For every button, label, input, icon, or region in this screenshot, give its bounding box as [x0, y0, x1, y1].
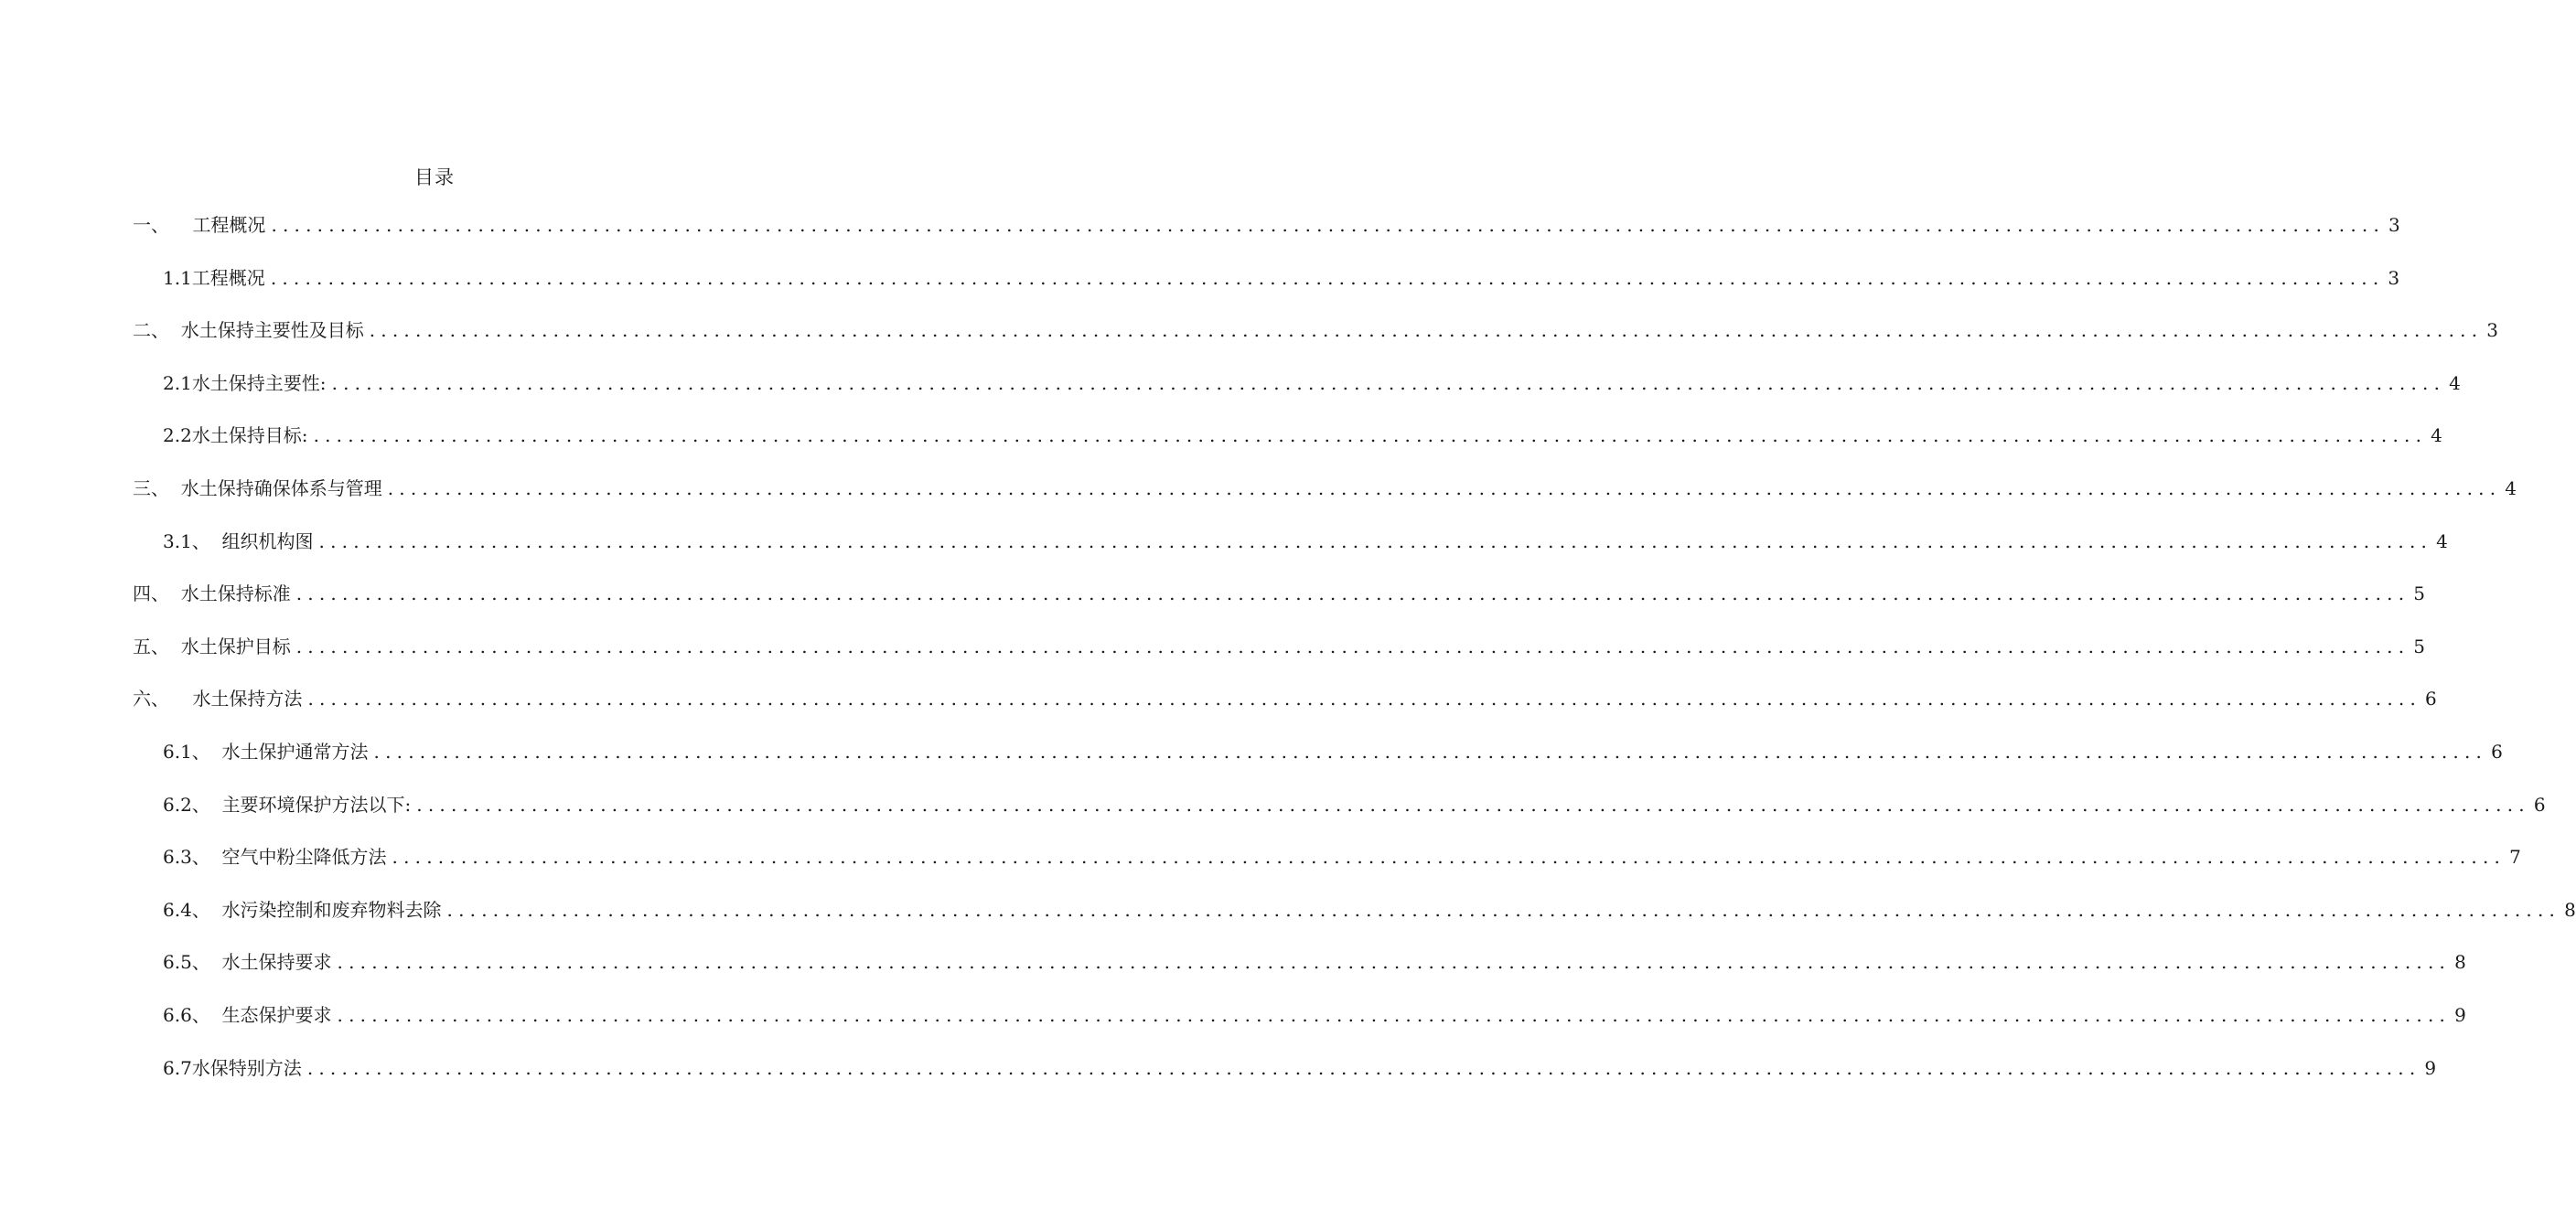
toc-entry-number: 二、	[133, 319, 181, 342]
toc-page-number: 4	[2436, 529, 2448, 552]
toc-page-number: 6	[2425, 688, 2437, 711]
toc-page-number: 4	[2505, 476, 2517, 499]
toc-leader-dots: ........................................................................................................................................................................................	[373, 740, 2488, 763]
toc-leader-dots: ........................................................................................................................................................................................	[270, 266, 2385, 289]
toc-entry-title: 水土保持主要性:	[191, 371, 327, 394]
toc-entry-title: 生态保护要求	[221, 1003, 332, 1026]
toc-entry-number: 五、	[133, 635, 181, 657]
toc-entry[interactable]	[0, 897, 2576, 950]
toc-page-number: 3	[2486, 319, 2499, 342]
toc-entry[interactable]	[0, 265, 2400, 318]
toc-entry-number: 一、	[133, 214, 193, 236]
toc-leader-dots: ........................................................................................................................................................................................	[331, 371, 2446, 394]
toc-entry-number: 6.4、	[163, 898, 222, 921]
toc-page-number: 3	[2388, 214, 2400, 236]
toc-entry[interactable]	[0, 212, 2400, 265]
toc-entry[interactable]	[0, 949, 2466, 1002]
toc-entry-number: 三、	[133, 476, 181, 499]
toc-entry[interactable]	[0, 476, 2517, 529]
toc-page-number: 3	[2388, 266, 2400, 289]
toc-entry[interactable]	[0, 634, 2426, 687]
toc-entry[interactable]	[0, 844, 2521, 897]
toc-entry-number: 6.2、	[163, 793, 222, 816]
toc-leader-dots: ........................................................................................................................................................................................	[318, 529, 2433, 552]
toc-leader-dots: ........................................................................................................................................................................................	[307, 688, 2422, 711]
toc-page-number: 6	[2491, 740, 2503, 763]
toc-leader-dots: ........................................................................................................................................................................................	[337, 951, 2452, 974]
toc-page-number: 8	[2454, 951, 2466, 974]
toc-entry-number: 6.3、	[163, 846, 222, 869]
toc-entry-number: 3.1、	[163, 529, 222, 552]
toc-leader-dots: ........................................................................................................................................................................................	[271, 214, 2386, 236]
toc-page-number: 9	[2454, 1003, 2466, 1026]
toc-entry-title: 水土保持标准	[180, 582, 291, 605]
toc-entry-number: 1.1	[163, 266, 192, 289]
toc-leader-dots: ........................................................................................................................................................................................	[313, 424, 2428, 447]
toc-page-number: 7	[2509, 846, 2521, 869]
toc-entry[interactable]	[0, 1055, 2437, 1108]
toc-entry[interactable]	[0, 739, 2503, 792]
toc-entry-title: 水土保护目标	[180, 635, 291, 657]
toc-leader-dots: ........................................................................................................................................................................................	[392, 846, 2506, 869]
toc-entry-number: 2.2	[163, 424, 192, 447]
toc-entry-title: 水污染控制和废弃物料去除	[221, 898, 442, 921]
toc-list	[0, 212, 2576, 1107]
toc-leader-dots: ........................................................................................................................................................................................	[446, 898, 2561, 921]
toc-entry-number: 6.1、	[163, 740, 222, 763]
toc-entry[interactable]	[0, 370, 2461, 423]
toc-entry[interactable]	[0, 581, 2426, 634]
toc-leader-dots: ........................................................................................................................................................................................	[295, 582, 2410, 605]
toc-entry-title: 水土保持目标:	[191, 424, 308, 447]
toc-entry-number: 六、	[133, 688, 193, 711]
toc-entry[interactable]	[0, 317, 2499, 370]
toc-entry[interactable]	[0, 1002, 2466, 1055]
toc-page-number: 6	[2533, 793, 2546, 816]
toc-entry-title: 水保特别方法	[191, 1056, 302, 1079]
toc-entry-title: 水土保持要求	[221, 951, 332, 974]
toc-entry-title: 主要环境保护方法以下:	[221, 793, 412, 816]
toc-entry-title: 工程概况	[191, 266, 265, 289]
toc-entry-title: 水土保持方法	[192, 688, 303, 711]
toc-page-number: 5	[2413, 582, 2426, 605]
toc-leader-dots: ........................................................................................................................................................................................	[337, 1003, 2452, 1026]
toc-entry-title: 工程概况	[192, 214, 266, 236]
toc-entry-title: 组织机构图	[221, 529, 314, 552]
toc-leader-dots: ........................................................................................................................................................................................	[416, 793, 2530, 816]
toc-entry-number: 6.6、	[163, 1003, 222, 1026]
toc-title: 目录	[414, 166, 455, 188]
toc-entry-number: 四、	[133, 582, 181, 605]
toc-page-number: 8	[2564, 898, 2576, 921]
toc-page-number: 9	[2424, 1056, 2437, 1079]
toc-entry-number: 6.5、	[163, 951, 222, 974]
toc-entry[interactable]	[0, 686, 2437, 739]
toc-leader-dots: ........................................................................................................................................................................................	[295, 635, 2410, 657]
toc-entry[interactable]	[0, 792, 2546, 845]
toc-entry-title: 水土保持确保体系与管理	[180, 476, 382, 499]
toc-leader-dots: ........................................................................................................................................................................................	[306, 1056, 2421, 1079]
toc-page-number: 5	[2413, 635, 2426, 657]
toc-entry-title: 空气中粉尘降低方法	[221, 846, 387, 869]
toc-entry-number: 2.1	[163, 371, 192, 394]
toc-page-number: 4	[2449, 371, 2461, 394]
toc-entry-title: 水土保持主要性及目标	[180, 319, 364, 342]
toc-entry-number: 6.7	[163, 1056, 192, 1079]
toc-entry[interactable]	[0, 529, 2448, 582]
toc-entry[interactable]	[0, 422, 2442, 476]
toc-entry-title: 水土保护通常方法	[221, 740, 369, 763]
toc-leader-dots: ........................................................................................................................................................................................	[387, 476, 2502, 499]
toc-page-number: 4	[2431, 424, 2442, 447]
toc-leader-dots: ........................................................................................................................................................................................	[369, 319, 2484, 342]
